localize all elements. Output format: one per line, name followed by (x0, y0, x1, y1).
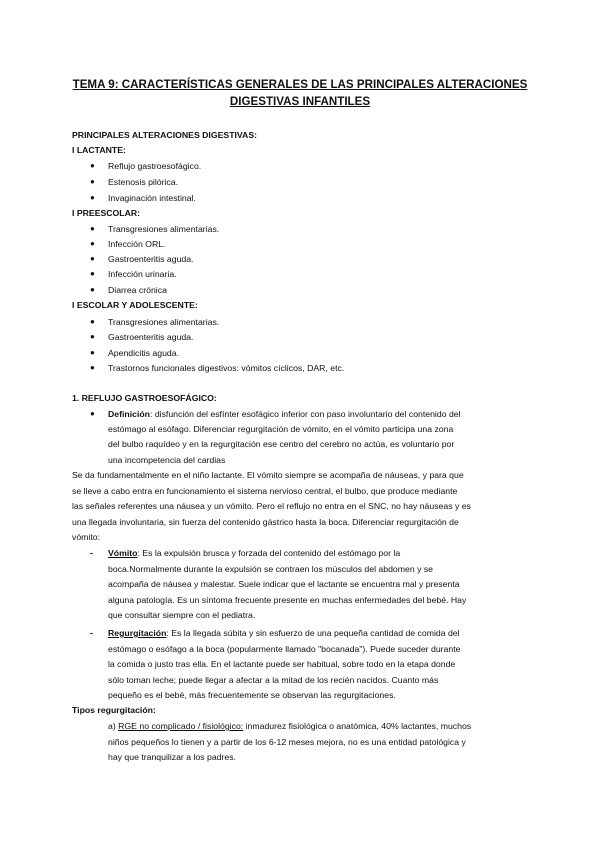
list-item: Estenosis pilórica. (108, 177, 179, 187)
rge-line: niños pequeños lo tienen y a partir de los 6-12 meses mejora, no es una entidad patológica y (108, 737, 466, 747)
dash-bullet: - (90, 548, 93, 558)
definicion-label: Definición (108, 409, 150, 419)
bullet-icon: ● (90, 317, 95, 326)
list-item: Infección urinaria. (108, 269, 177, 279)
vomito-line: alguna patología. Es un síntoma frecuente presente en muchas enfermedades del bebé. Hay (108, 595, 467, 605)
bullet-icon: ● (90, 193, 95, 202)
regurgitacion-line: pequeño es el bebé, más frecuentemente se observan las regurgitaciones. (108, 690, 396, 700)
bullet-icon: ● (90, 285, 95, 294)
list-item: Transgresiones alimentarias. (108, 317, 220, 327)
list-item: Trastornos funcionales digestivos: vómitos cíclicos, DAR, etc. (108, 363, 345, 373)
reflujo-heading: 1. REFLUJO GASTROESOFÁGICO: (72, 393, 217, 403)
list-item: Apendicitis aguda. (108, 348, 179, 358)
rge-line: hay que tranquilizar a los padres. (108, 752, 236, 762)
document-title-line-2: DIGESTIVAS INFANTILES (229, 95, 371, 108)
document-title-line-1: TEMA 9: CARACTERÍSTICAS GENERALES DE LAS PRINCIPALES ALTERACIONES (72, 78, 528, 91)
group-label-preescolar: I PREESCOLAR: (72, 208, 141, 218)
section-heading: PRINCIPALES ALTERACIONES DIGESTIVAS: (72, 130, 258, 140)
vomito-line: acompaña de náusea y malestar. Suele indicar que el lactante se encuentra mal y presenta (108, 579, 460, 589)
list-item: Invaginación intestinal. (108, 193, 196, 203)
rge-line: a) RGE no complicado / fisiológico: inmadurez fisiológica o anatómica, 40% lactantes, muchos (108, 721, 472, 731)
bullet-icon: ● (90, 363, 95, 372)
bullet-icon: ● (90, 332, 95, 341)
vomito-line: Vómito: Es la expulsión brusca y forzada del contenido del estómago por la (108, 548, 401, 558)
list-item: Transgresiones alimentarias. (108, 224, 220, 234)
definicion-line: del bulbo raquídeo y en la regurgitación ese centro del cerebro no actúa, es voluntario por (108, 439, 455, 449)
bullet-icon: ● (90, 254, 95, 263)
vomito-line: boca.Normalmente durante la expulsión se contraen los músculos del abdomen y se (108, 564, 433, 574)
vomito-label: Vómito (108, 548, 138, 558)
paragraph-line: una llegada involuntaria, sin fuerza del contenido gástrico hasta la boca. Diferenciar regurgitación de (72, 517, 459, 527)
rge-label: RGE no complicado / fisiológico: (118, 721, 244, 731)
bullet-icon: ● (90, 177, 95, 186)
regurgitacion-line: sólo toman leche; puede llegar a afectar a la mitad de los recién nacidos. Cuanto más (108, 675, 439, 685)
list-item: Diarrea crónica (108, 285, 167, 295)
definicion-line: una incompetencia del cardias (108, 455, 226, 465)
regurgitacion-line: Regurgitación: Es la llegada súbita y sin esfuerzo de una pequeña cantidad de comida del (108, 628, 460, 638)
paragraph-line: se lleve a cabo entra en funcionamiento el sistema nervioso central, el bulbo, que produce mediante (72, 486, 458, 496)
tipos-heading: Tipos regurgitación: (72, 705, 156, 715)
definicion-line: Definición: disfunción del esfínter esofágico inferior con paso involuntario del contenido del (108, 409, 461, 419)
definicion-line: estómago al esófago. Diferenciar regurgitación de vómito, en el vómito participa una zona (108, 424, 454, 434)
bullet-icon: ● (90, 224, 95, 233)
bullet-icon: ● (90, 239, 95, 248)
group-label-escolar: I ESCOLAR Y ADOLESCENTE: (72, 300, 198, 310)
regurgitacion-label: Regurgitación (108, 628, 167, 638)
vomito-line: que consultar siempre con el pediatra. (108, 610, 256, 620)
list-item: Reflujo gastroesofágico. (108, 161, 202, 171)
paragraph-line: vómito: (72, 532, 101, 542)
bullet-icon: ● (90, 161, 95, 170)
bullet-icon: ● (90, 348, 95, 357)
bullet-icon: ● (90, 269, 95, 278)
list-item: Gastroenteritis aguda. (108, 254, 194, 264)
dash-bullet: - (90, 628, 93, 638)
group-label-lactante: I LACTANTE: (72, 145, 126, 155)
list-item: Infección ORL. (108, 239, 166, 249)
paragraph-line: Se da fundamentalmente en el niño lactante. El vómito siempre se acompaña de náuseas, y para que (72, 470, 464, 480)
regurgitacion-line: la comida o justo tras ella. En el lactante puede ser habitual, sobre todo en la etapa donde (108, 659, 456, 669)
bullet-icon: ● (90, 409, 95, 418)
paragraph-line: las señales referentes una náusea y un vómito. Pero el reflujo no entra en el SNC, no hay náuseas y es (72, 501, 471, 511)
regurgitacion-line: estómago o esófago a la boca (popularmente llamado "bocanada"). Puede suceder durante (108, 644, 461, 654)
list-item: Gastroenteritis aguda. (108, 332, 194, 342)
